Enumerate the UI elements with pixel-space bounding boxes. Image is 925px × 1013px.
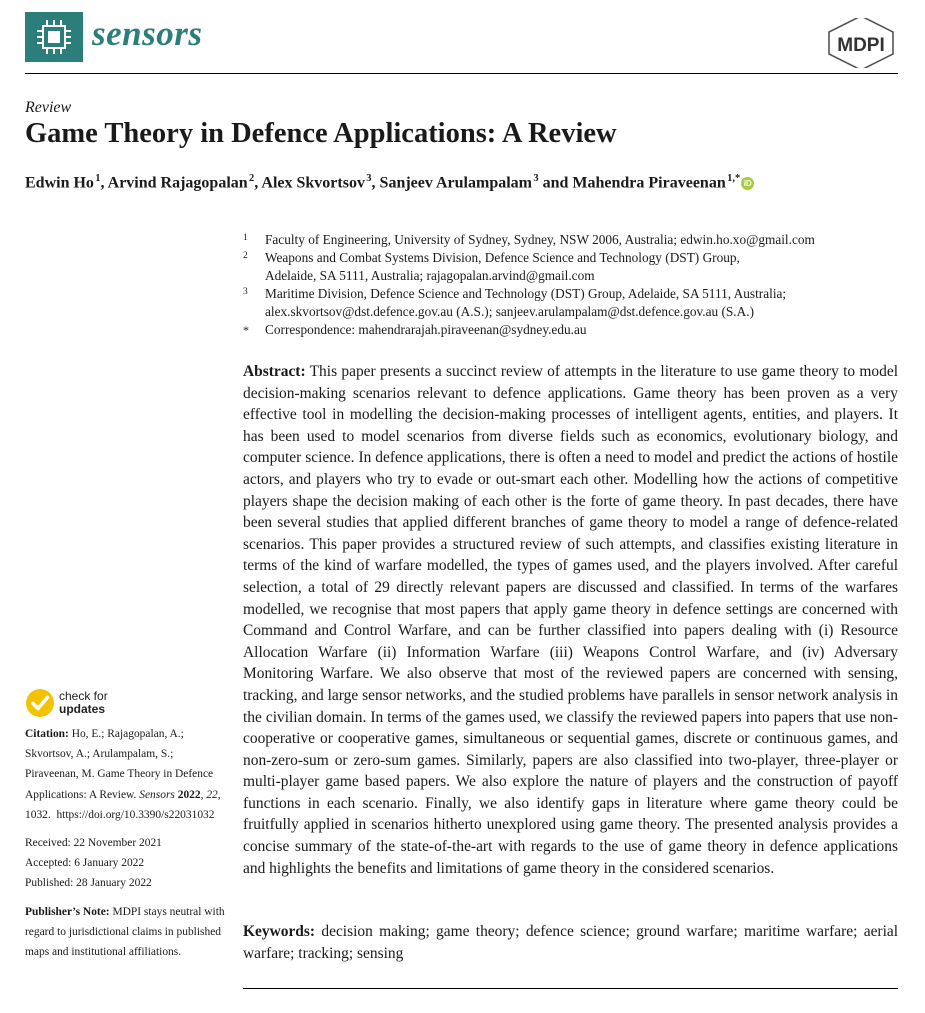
author-name[interactable]: Alex Skvortsov: [261, 174, 365, 192]
bottom-divider: [243, 988, 898, 989]
journal-logo-icon: [25, 12, 83, 62]
affiliation-line: Correspondence: mahendrarajah.piraveenan@sydney.edu.au: [265, 322, 587, 337]
citation-journal: Sensors: [139, 788, 175, 801]
author-name[interactable]: Edwin Ho: [25, 174, 94, 192]
affiliation-mark: 3: [243, 287, 248, 297]
author-affiliation-mark: 2: [249, 173, 255, 184]
publisher-note: [25, 902, 225, 963]
keywords-label: Keywords:: [243, 923, 316, 940]
affiliation-item: [243, 321, 903, 339]
check-updates-icon: [25, 688, 55, 718]
citation-pages: , 1032.: [25, 788, 221, 821]
author-separator: ,: [371, 174, 380, 192]
affiliation-line: Adelaide, SA 5111, Australia; rajagopalan.arvind@gmail.com: [265, 268, 595, 283]
author-separator: ,: [254, 174, 262, 192]
orcid-icon[interactable]: iD: [741, 177, 754, 190]
affiliation-item: [243, 249, 903, 285]
affiliation-line: Maritime Division, Defence Science and Technology (DST) Group, Adelaide, SA 5111, Australia;: [265, 286, 787, 301]
author-affiliation-mark: 3: [533, 173, 539, 184]
citation-doi-link[interactable]: https://doi.org/10.3390/s22031032: [56, 808, 215, 821]
article-type: Review: [25, 99, 72, 116]
affiliation-mark: *: [243, 323, 249, 337]
publisher-logo[interactable]: [825, 18, 897, 68]
affiliation-item: [243, 231, 903, 249]
abstract-label: Abstract:: [243, 363, 306, 380]
affiliation-item: [243, 285, 903, 321]
affiliation-mark: 1: [243, 233, 248, 243]
affiliation-line: Faculty of Engineering, University of Sydney, Sydney, NSW 2006, Australia; edwin.ho.xo@gmail.com: [265, 232, 815, 247]
publisher-note-text: MDPI stays neutral with regard to jurisdictional claims in published maps and institutional affiliations.: [25, 905, 225, 959]
affiliation-line: alex.skvortsov@dst.defence.gov.au (A.S.); sanjeev.arulampalam@dst.defence.gov.au (S.A.): [265, 304, 754, 319]
header-divider: [25, 73, 898, 74]
affiliation-mark: 2: [243, 251, 248, 261]
author-name[interactable]: Sanjeev Arulampalam: [379, 174, 532, 192]
check-updates-line2: updates: [59, 701, 106, 716]
author-name[interactable]: Mahendra Piraveenan: [572, 174, 726, 192]
article-title: Game Theory in Defence Applications: A Review: [25, 118, 617, 149]
check-updates-line1: check for: [59, 689, 108, 703]
abstract-text: This paper presents a succinct review of attempts in the literature to use game theory to model decision-making scenarios relevant to defence applications. Game theory has been proven as a very effective tool in modelling the decision-making processes of intelligent agents, entities, and players. It has been used to model scenarios from diverse fields such as economics, evolutionary biology, and computer science. In defence applications, there is often a need to model and predict the actions of hostile actors, and players who try to evade or out-smart each other. Modelling how the actions of competitive players shape the decision making of each other is the forte of game theory. In past decades, there have been several studies that applied different branches of game theory to model a range of defence-related scenarios. This paper provides a structured review of such attempts, and classifies existing literature in terms of the kind of warfare modelled, the types of games used, and the players involved. After careful selection, a total of 29 directly relevant papers are discussed and classified. In terms of the warfares modelled, we recognise that most papers that apply game theory in defence settings are concerned with Command and Control Warfare, and can be further classified into papers dealing with (i) Resource Allocation Warfare (ii) Information Warfare (iii) Weapons Control Warfare, and (iv) Adversary Monitoring Warfare. We also observe that most of the reviewed papers are concerned with sensing, tracking, and large sensor networks, and the studied problems have parallels in sensor network analysis in the civilian domain. In terms of the games used, we classify the reviewed papers into papers that use non-cooperative or cooperative games, simultaneous or sequential games, discrete or continuous games, and non-zero-sum or zero-sum games. Similarly, papers are also classified into two-player, three-player or multi-player game based papers. We also explore the nature of players and the construction of payoff functions in each scenario. Finally, we also identify gaps in literature where game theory could be fruitfully applied in scenarios hitherto unexplored using game theory. The presented analysis provides a concise summary of the state-of-the-art with regards to the use of game theory in defence applications and highlights the benefits and limitations of game theory in the considered scenarios.: [243, 363, 898, 877]
author-separator: ,: [100, 174, 108, 192]
author-name[interactable]: Arvind Rajagopalan: [107, 174, 248, 192]
citation-volume: 22: [206, 788, 218, 801]
citation-text: Ho, E.; Rajagopalan, A.; Skvortsov, A.; Arulampalam, S.; Piraveenan, M. Game Theory in Defence Applications: A Review.: [25, 728, 214, 801]
author-separator: and: [538, 174, 573, 192]
journal-name[interactable]: sensors: [92, 14, 203, 53]
author-affiliation-mark: 1: [95, 173, 101, 184]
author-list: [25, 173, 754, 192]
article-info-sidebar: [25, 724, 225, 970]
check-for-updates-button[interactable]: [25, 688, 165, 722]
keywords: [243, 921, 898, 964]
published-date: Published: 28 January 2022: [25, 877, 152, 890]
citation-year: 2022: [177, 788, 201, 801]
publisher-note-label: Publisher’s Note:: [25, 905, 110, 918]
publisher-name: MDPI: [837, 35, 885, 56]
keywords-text: decision making; game theory; defence science; ground warfare; maritime warfare; aerial warfare; tracking; sensing: [243, 923, 899, 962]
author-affiliation-mark: 3: [366, 173, 372, 184]
received-date: Received: 22 November 2021: [25, 837, 162, 850]
author-affiliation-mark: 1,*: [727, 173, 741, 184]
publication-dates: [25, 833, 225, 894]
abstract: [243, 361, 898, 879]
citation-label: Citation:: [25, 728, 69, 740]
accepted-date: Accepted: 6 January 2022: [25, 857, 145, 870]
affiliations: [243, 231, 903, 339]
affiliation-line: Weapons and Combat Systems Division, Defence Science and Technology (DST) Group,: [265, 250, 740, 265]
citation: Citation: Ho, E.; Rajagopalan, A.; Skvortsov, A.; Arulampalam, S.; Piraveenan, M. Game Theory in Defence Applications: A Review. Sensors 2022, 22, 1032. https://doi.org/10.3390/s22031032: [25, 728, 221, 821]
